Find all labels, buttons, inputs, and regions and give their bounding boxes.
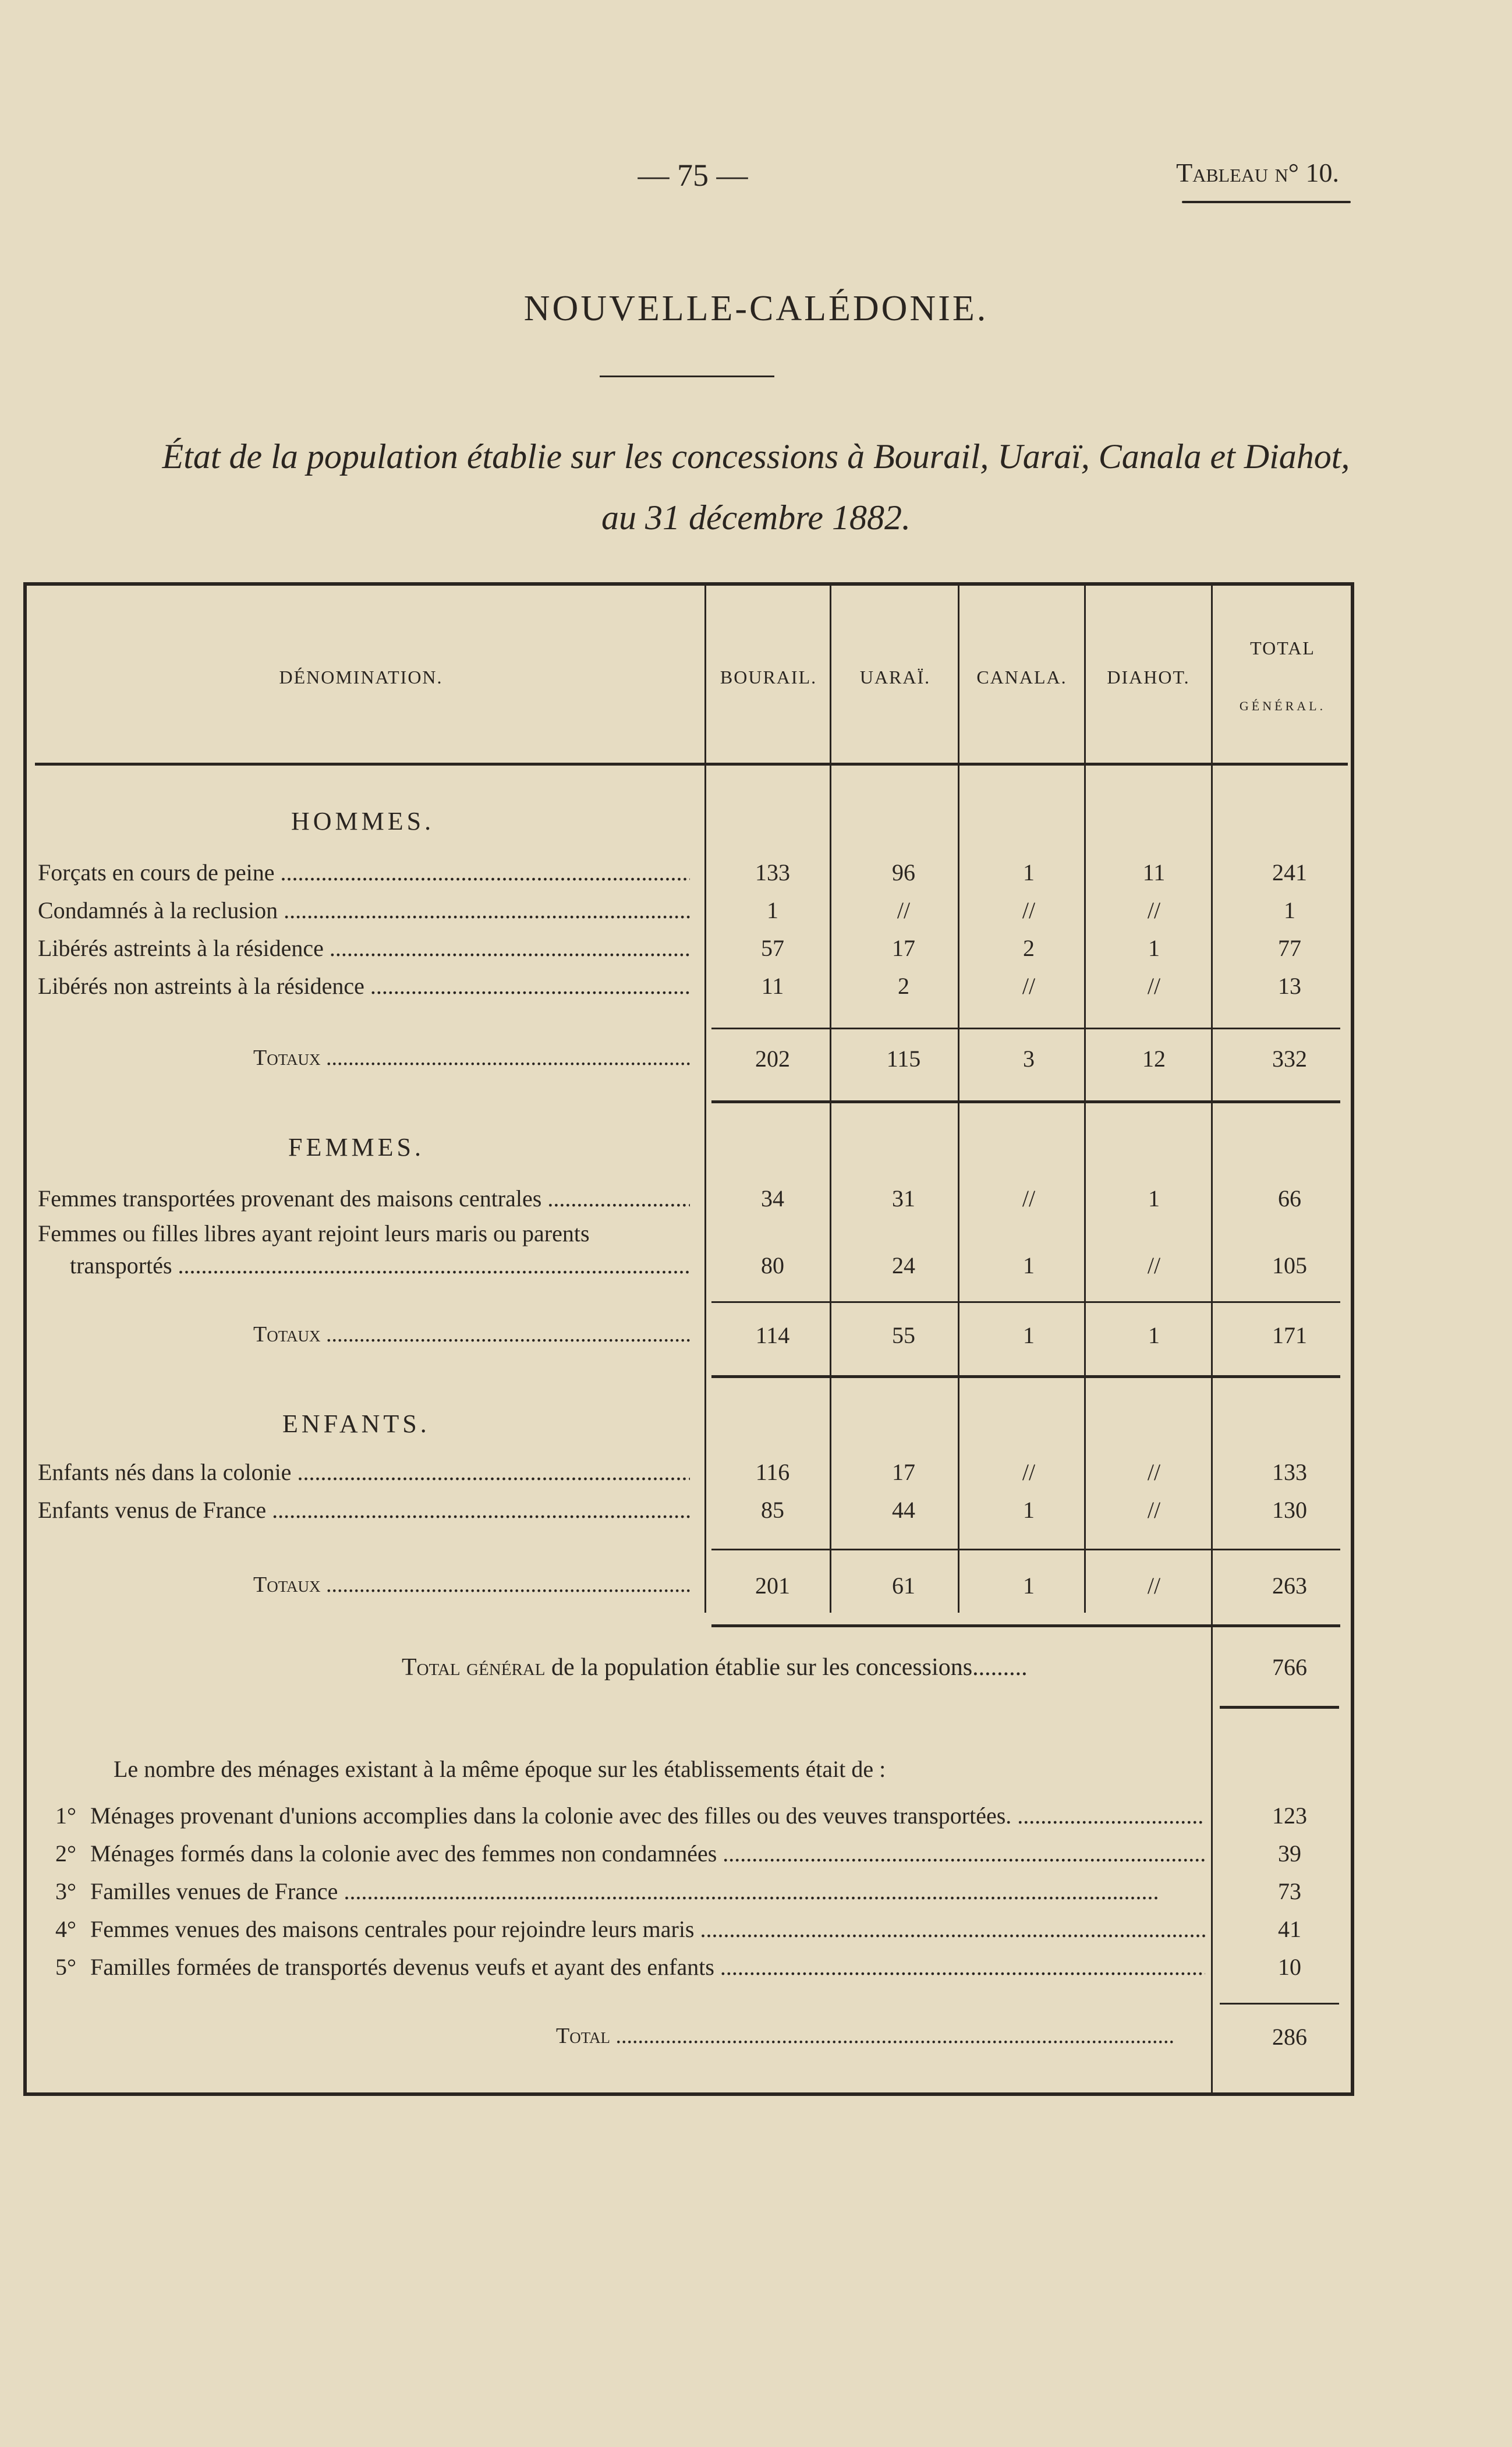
menage-item <box>55 1915 1205 1943</box>
cell-canala: 2 <box>1023 935 1035 961</box>
cell-diahot: // <box>1147 1573 1161 1599</box>
menage-item <box>55 1840 1205 1867</box>
section-rule <box>711 1624 1340 1627</box>
cell-total: 130 <box>1272 1497 1307 1523</box>
cell-canala: 1 <box>1023 859 1035 886</box>
cell-canala: // <box>1022 1185 1036 1212</box>
subtotal-rule <box>711 1301 1340 1303</box>
header-denomination: DÉNOMINATION. <box>279 667 443 688</box>
item-label: Femmes venues des maisons centrales pour rejoindre leurs maris <box>90 1916 695 1942</box>
cell-diahot: // <box>1147 897 1161 923</box>
row-label: Libérés astreints à la résidence ..... <box>38 934 690 962</box>
cell-uarai: 55 <box>892 1322 915 1348</box>
cell-canala: // <box>1022 897 1036 923</box>
item-ordinal: 5° <box>55 1954 76 1980</box>
menage-value: 10 <box>1278 1954 1301 1980</box>
cell-diahot: // <box>1147 1497 1161 1523</box>
row-label: Enfants venus de France ..... <box>38 1496 690 1524</box>
cell-canala: 1 <box>1023 1252 1035 1279</box>
menage-item <box>55 1802 1205 1829</box>
row-label: Forçats en cours de peine ..... <box>38 859 690 886</box>
cell-bourail: 133 <box>755 859 790 886</box>
cell-total: 13 <box>1278 973 1301 999</box>
cell-uarai: 24 <box>892 1252 915 1279</box>
cell-total: 171 <box>1272 1322 1307 1348</box>
page-number: — 75 — <box>638 158 748 193</box>
cell-uarai: 96 <box>892 859 915 886</box>
total-general-sc: Total général <box>402 1654 546 1681</box>
cell-uarai: 61 <box>892 1573 915 1599</box>
subtotal-rule <box>711 1028 1340 1029</box>
cell-uarai: 31 <box>892 1185 915 1212</box>
cell-diahot: 1 <box>1148 1185 1160 1212</box>
page-title: NOUVELLE-CALÉDONIE. <box>523 289 989 328</box>
cell-uarai: 17 <box>892 935 915 961</box>
header-diahot: DIAHOT. <box>1107 667 1190 688</box>
cell-total: 77 <box>1278 935 1301 961</box>
cell-uarai: 44 <box>892 1497 915 1523</box>
totaux-label: Totaux ..... <box>253 1322 690 1347</box>
total-general-label <box>402 1653 1205 1681</box>
total-general-rest: de la population établie sur les concessions......... <box>545 1654 1028 1681</box>
cell-bourail: 201 <box>755 1573 790 1599</box>
cell-diahot: // <box>1147 973 1161 999</box>
item-ordinal: 4° <box>55 1916 76 1942</box>
cell-diahot: // <box>1147 1252 1161 1279</box>
cell-bourail: 114 <box>755 1322 790 1348</box>
cell-canala: 3 <box>1023 1046 1035 1072</box>
header-total-2: GÉNÉRAL. <box>1239 699 1326 713</box>
cell-canala: 1 <box>1023 1497 1035 1523</box>
col-divider-denomination <box>704 582 706 1613</box>
row-label: Femmes transportées provenant des maisons centrales ..... <box>38 1185 690 1212</box>
section-femmes: FEMMES. <box>288 1133 424 1161</box>
cell-bourail: 116 <box>755 1459 790 1485</box>
cell-total: 66 <box>1278 1185 1301 1212</box>
cell-total: 133 <box>1272 1459 1307 1485</box>
item-label: Ménages formés dans la colonie avec des femmes non condamnées <box>90 1840 717 1867</box>
header-canala: CANALA. <box>976 667 1067 688</box>
row-label: Libérés non astreints à la résidence ..... <box>38 972 690 1000</box>
section-enfants: ENFANTS. <box>282 1410 430 1438</box>
cell-uarai: 17 <box>892 1459 915 1485</box>
header-rule <box>35 763 1348 766</box>
row-label-line2: transportés ..... <box>70 1252 690 1279</box>
title-rule <box>600 376 774 377</box>
total-general-value: 766 <box>1272 1654 1307 1680</box>
menages-total-rule <box>1220 2003 1339 2005</box>
row-label-line1: Femmes ou filles libres ayant rejoint leurs maris ou parents <box>38 1220 590 1246</box>
subtitle-line1: État de la population établie sur les concessions à Bourail, Uaraï, Canala et Diahot, <box>162 437 1350 476</box>
section-hommes: HOMMES. <box>291 807 435 835</box>
menage-item <box>55 1878 1205 1905</box>
menage-value: 73 <box>1278 1878 1301 1904</box>
cell-bourail: 1 <box>767 897 778 923</box>
item-label: Familles formées de transportés devenus veufs et ayant des enfants <box>90 1954 714 1980</box>
cell-bourail: 80 <box>761 1252 784 1279</box>
item-ordinal: 1° <box>55 1803 76 1829</box>
menages-total-label: Total ..... <box>556 2023 1205 2049</box>
menages-intro: Le nombre des ménages existant à la même époque sur les établissements était de : <box>114 1756 886 1782</box>
cell-bourail: 85 <box>761 1497 784 1523</box>
cell-diahot: // <box>1147 1459 1161 1485</box>
totaux-label: Totaux ..... <box>253 1045 690 1071</box>
menage-item <box>55 1953 1205 1981</box>
cell-uarai: // <box>897 897 911 923</box>
cell-total: 241 <box>1272 859 1307 886</box>
cell-total: 263 <box>1272 1573 1307 1599</box>
menage-value: 123 <box>1272 1803 1307 1829</box>
cell-canala: 1 <box>1023 1573 1035 1599</box>
cell-diahot: 12 <box>1142 1046 1166 1072</box>
row-label: Enfants nés dans la colonie ..... <box>38 1458 690 1486</box>
subtitle-line2: au 31 décembre 1882. <box>601 498 911 537</box>
header-uarai: UARAÏ. <box>859 667 931 688</box>
cell-canala: // <box>1022 973 1036 999</box>
cell-uarai: 115 <box>886 1046 921 1072</box>
section-rule <box>711 1375 1340 1378</box>
item-ordinal: 3° <box>55 1878 76 1904</box>
tableau-label: Tableau n° 10. <box>1176 158 1339 187</box>
item-label: Ménages provenant d'unions accomplies dans la colonie avec des filles ou des veuves transportées. <box>90 1803 1012 1829</box>
menage-value: 41 <box>1278 1916 1301 1942</box>
cell-diahot: 1 <box>1148 1322 1160 1348</box>
tableau-underline <box>1182 201 1351 203</box>
row-label: Condamnés à la reclusion ..... <box>38 897 690 924</box>
cell-total: 1 <box>1284 897 1295 923</box>
cell-total: 105 <box>1272 1252 1307 1279</box>
item-label: Familles venues de France <box>90 1878 338 1904</box>
cell-diahot: 11 <box>1142 859 1166 886</box>
cell-bourail: 202 <box>755 1046 790 1072</box>
header-bourail: BOURAIL. <box>720 667 817 688</box>
cell-uarai: 2 <box>898 973 909 999</box>
cell-bourail: 34 <box>761 1185 784 1212</box>
menage-value: 39 <box>1278 1840 1301 1867</box>
cell-canala: // <box>1022 1459 1036 1485</box>
cell-bourail: 57 <box>761 935 784 961</box>
section-rule <box>711 1100 1340 1103</box>
item-ordinal: 2° <box>55 1840 76 1867</box>
menages-total-value: 286 <box>1272 2024 1307 2050</box>
header-total-1: TOTAL <box>1250 638 1315 658</box>
totaux-label: Totaux ..... <box>253 1572 690 1598</box>
cell-diahot: 1 <box>1148 935 1160 961</box>
total-general-rule <box>1220 1706 1339 1709</box>
subtotal-rule <box>711 1549 1340 1550</box>
cell-bourail: 11 <box>761 973 784 999</box>
cell-canala: 1 <box>1023 1322 1035 1348</box>
cell-total: 332 <box>1272 1046 1307 1072</box>
